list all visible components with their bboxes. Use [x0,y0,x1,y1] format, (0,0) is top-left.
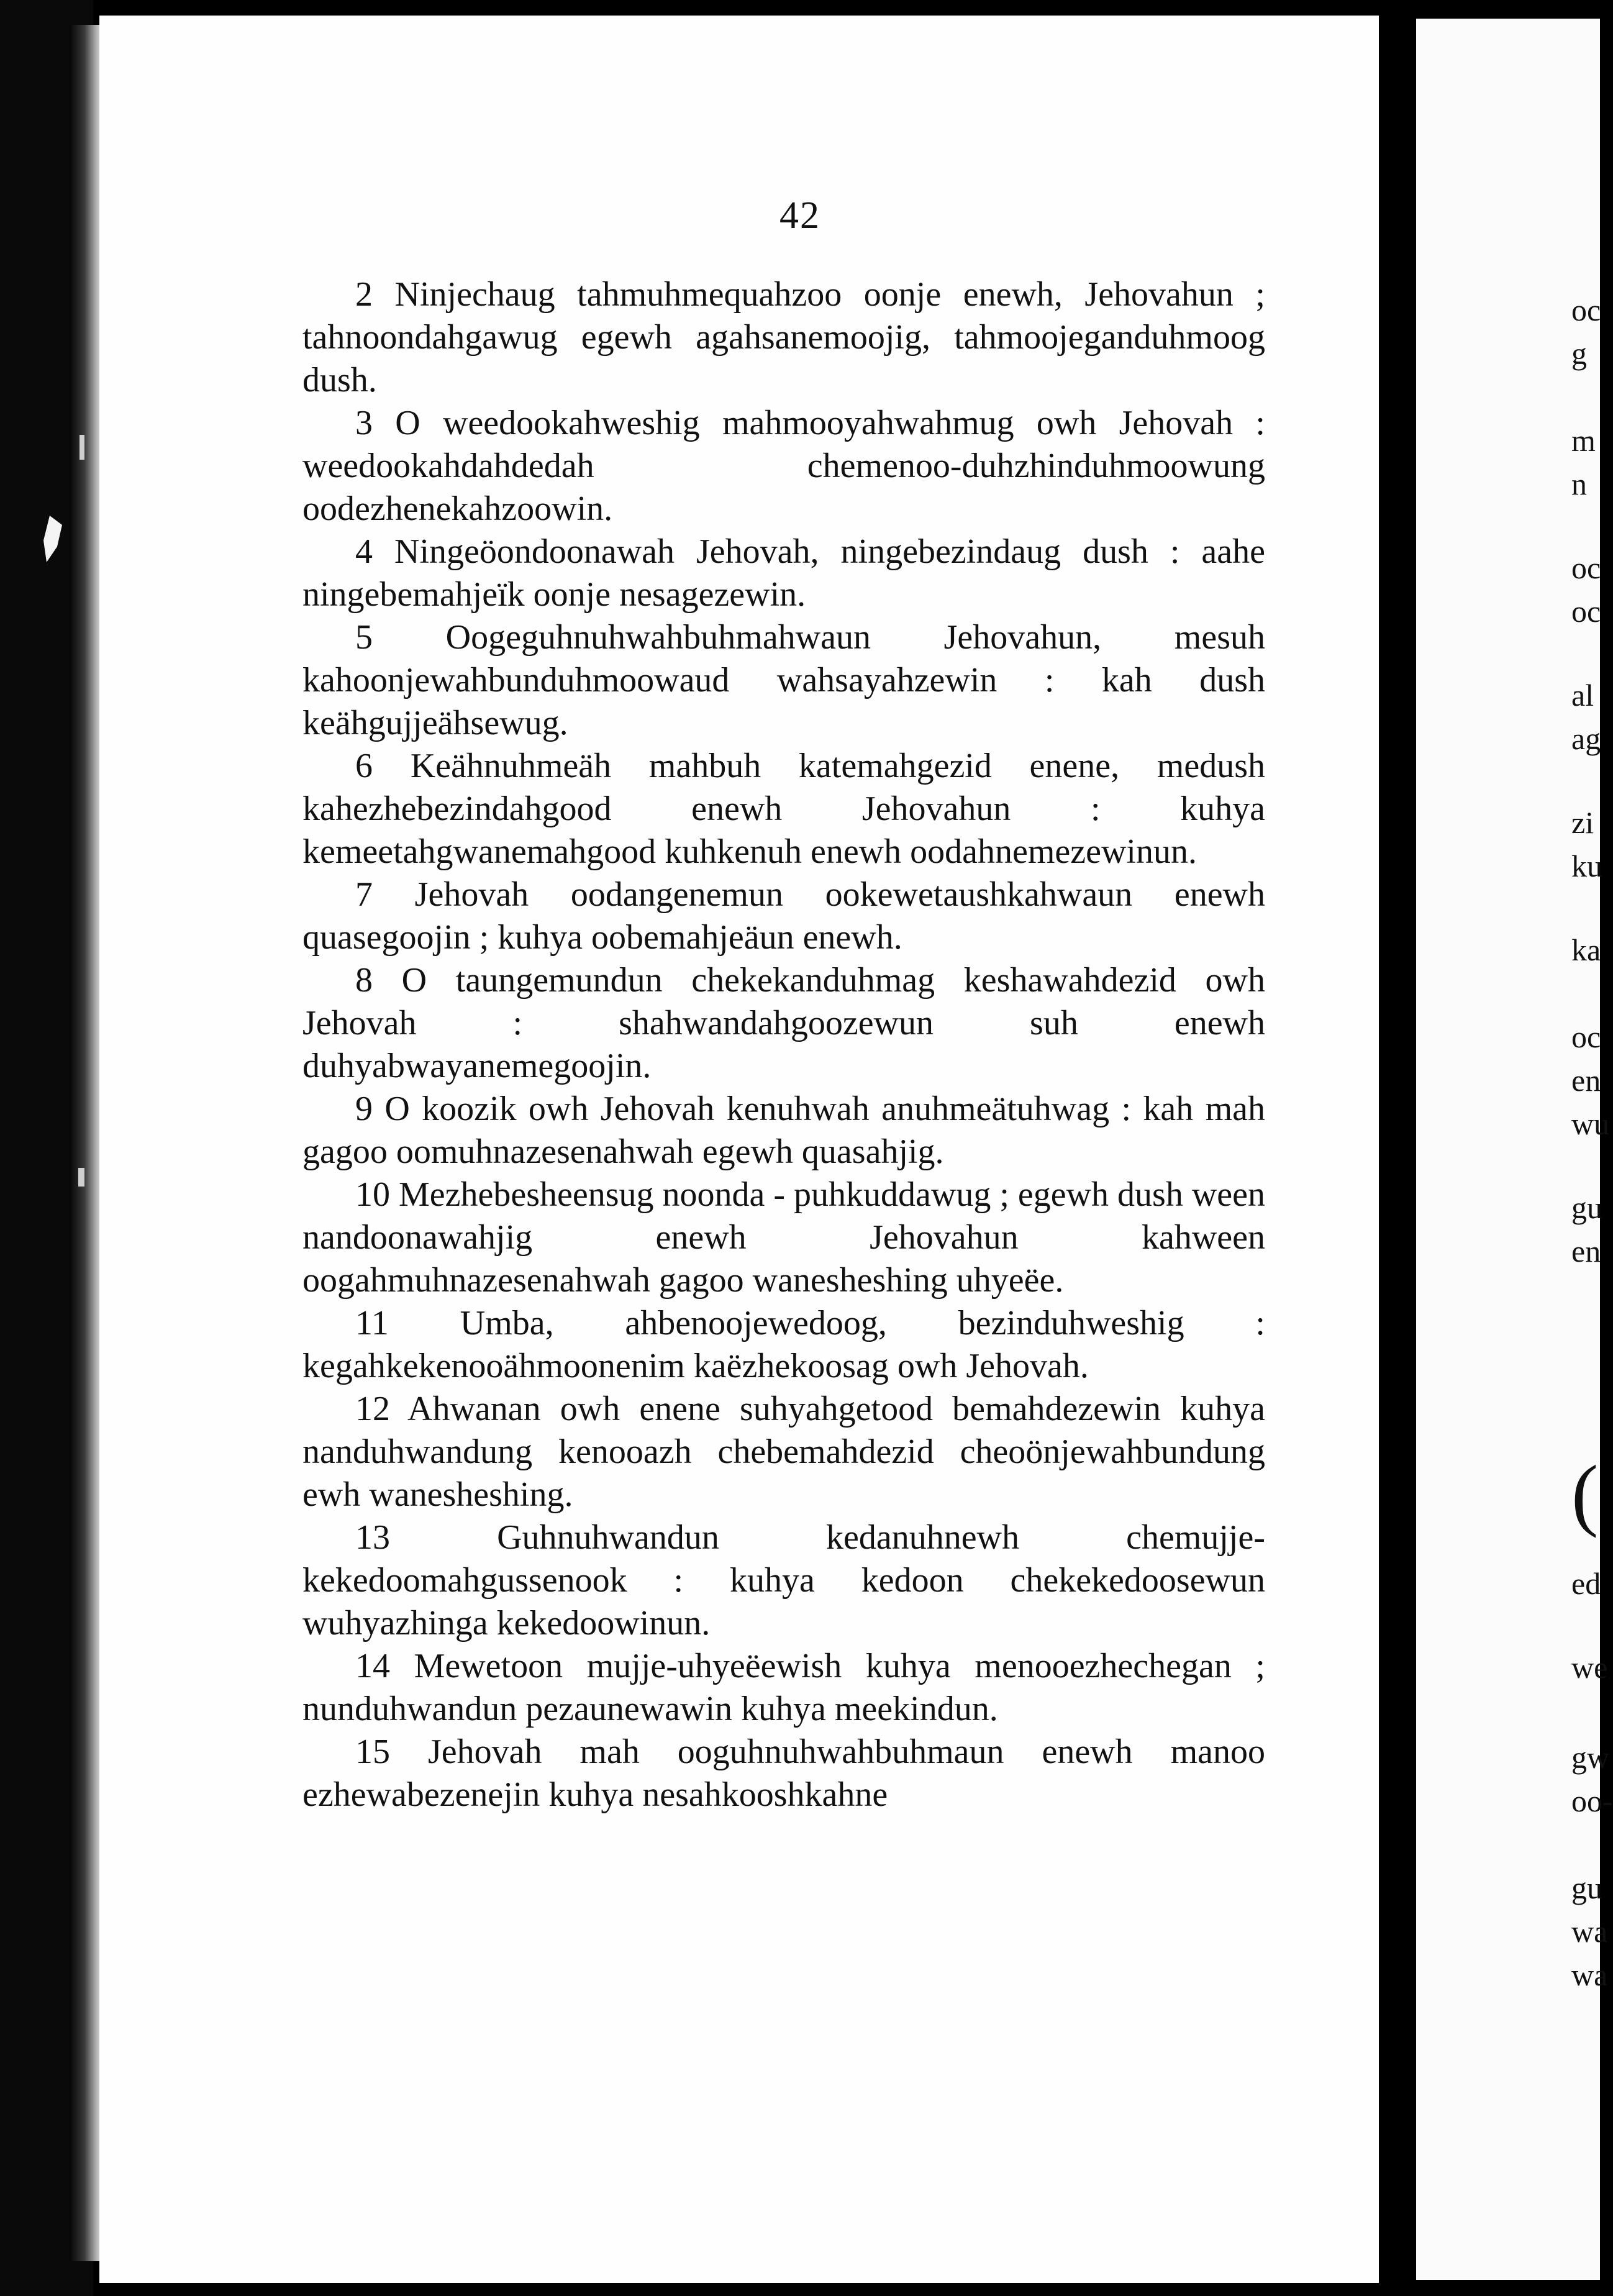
facing-fragment: gu [1571,1190,1602,1225]
facing-fragment: ag [1571,721,1601,756]
facing-fragment: oc [1571,550,1601,585]
facing-fragment: ed [1571,1566,1601,1601]
verse-7: 7 Jehovah oodangenemun ookewetaushkahwaun enewh quasegoojin ; kuhya oobemahjeäun enewh. [302,875,1265,957]
facing-fragment: wu [1571,1106,1610,1141]
verse-6: 6 Keähnuhmeäh mahbuh katemahgezid enene, medush kahezhebezindahgood enewh Jehovahun : kuhya kemeetahgwanemahgood kuhkenuh enewh oodahnemezewinun. [302,747,1265,871]
facing-fragment: en [1571,1234,1601,1269]
facing-fragment: wa [1571,1914,1608,1949]
verse-5: 5 Oogeguhnuhwahbuhmahwaun Jehovahun, mesuh kahoonjewahbunduhmoowaud wahsayahzewin : kah dush keähgujjeähsewug. [302,618,1265,742]
facing-fragment: we [1571,1650,1608,1685]
page-number: 42 [779,194,820,237]
verse-4: 4 Ningeöondoonawah Jehovah, ningebezindaug dush : aahe ningebemahjeïk oonje nesagezewin. [302,532,1265,614]
facing-fragment: wa [1571,1957,1608,1992]
facing-fragment: oc [1571,1019,1601,1054]
verse-3: 3 O weedookahweshig mahmooyahwahmug owh Jehovah : weedookahdahdedah chemenoo-duhzhinduhmoowung oodezhenekahzoowin. [302,404,1265,528]
facing-page-fragments [1571,0,1613,2296]
facing-fragment: gu [1571,1870,1602,1905]
page-gap [1379,0,1416,2296]
verse-9: 9 O koozik owh Jehovah kenuhwah anuhmeätuhwag : kah mah gagoo oomuhnazesenahwah egewh quasahjig. [302,1090,1265,1171]
verse-12: 12 Ahwanan owh enene suhyahgetood bemahdezewin kuhya nanduhwandung kenooazh chebemahdezid cheoönjewahbundung ewh wanesheshing. [302,1390,1265,1514]
verse-10: 10 Mezhebesheensug noonda - puhkuddawug ; egewh dush ween nandoonawahjig enewh Jehovahun kahween oogahmuhnazesenahwah gagoo wanesheshing uhyeëe. [302,1175,1265,1300]
facing-fragment: n [1571,467,1587,501]
facing-fragment: al [1571,678,1594,713]
facing-fragment-large: ( [1571,1449,1599,1539]
facing-fragment: gw [1571,1740,1610,1775]
verse-8: 8 O taungemundun chekekanduhmag keshawahdezid owh Jehovah : shahwandahgoozewun suh enewh duhyabwayanemegoojin. [302,961,1265,1085]
verse-15: 15 Jehovah mah ooguhnuhwahbuhmaun enewh manoo ezhewabezenejin kuhya nesahkooshkahne [302,1733,1265,1814]
facing-fragment: en [1571,1063,1601,1098]
facing-fragment: oo- [1571,1784,1613,1818]
facing-fragment: oc [1571,594,1601,629]
facing-fragment: ku [1571,849,1602,883]
facing-fragment: m [1571,423,1596,458]
verse-text-block [302,273,1265,1816]
verse-11: 11 Umba, ahbenoojewedoog, bezinduhweshig : kegahkekenooähmoonenim kaëzhekoosag owh Jehovah. [302,1304,1265,1385]
facing-fragment: ka [1571,932,1601,967]
verse-13: 13 Guhnuhwandun kedanuhnewh chemujje-kekedoomahgussenook : kuhya kedoon chekekedoosewun wuhyazhinga kekedoowinun. [302,1518,1265,1642]
verse-2: 2 Ninjechaug tahmuhmequahzoo oonje enewh, Jehovahun ; tahnoondahgawug egewh agahsanemoojig, tahmoojeganduhmoog dush. [302,275,1265,399]
facing-fragment: oc [1571,293,1601,327]
facing-fragment: g [1571,336,1587,371]
verse-14: 14 Mewetoon mujje-uhyeëewish kuhya menooezhechegan ; nunduhwandun pezaunewawin kuhya meekindun. [302,1647,1265,1728]
facing-fragment: zi [1571,805,1594,840]
